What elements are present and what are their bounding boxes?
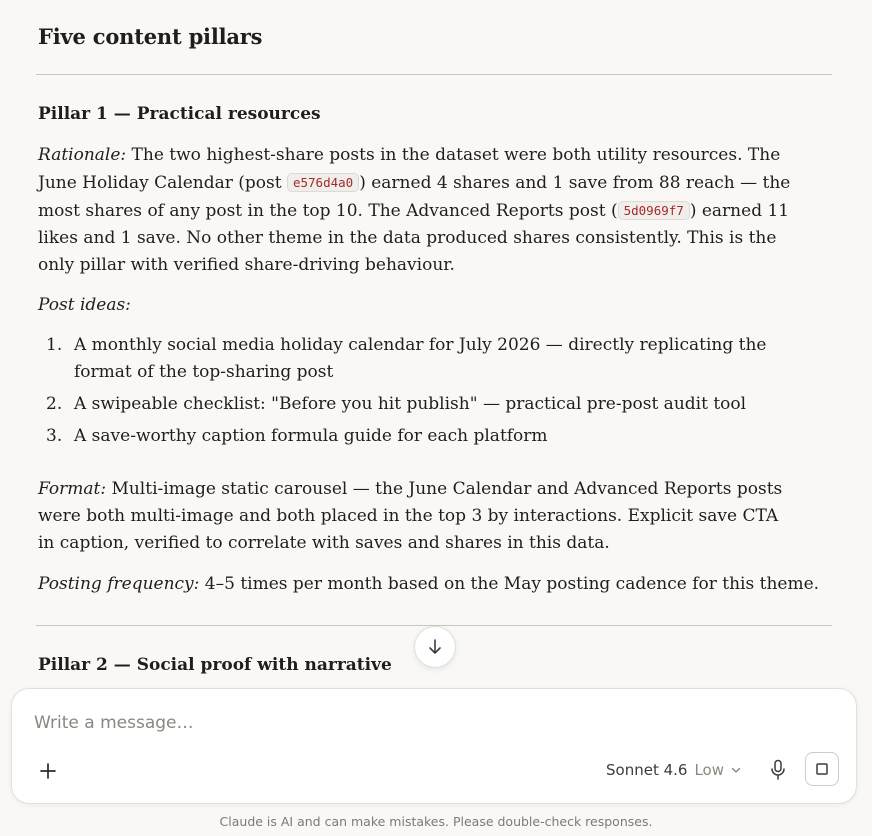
frequency-text: 4–5 times per month based on the May posting cadence for this theme. — [199, 574, 820, 594]
section-title: Five content pillars — [38, 24, 263, 49]
pillar-1-heading: Pillar 1 — Practical resources — [38, 104, 321, 124]
model-name: Sonnet 4.6 — [606, 761, 688, 779]
rationale-text: The two highest-share posts in the dataset were both utility resources. The June Holiday Calendar (post — [38, 145, 781, 193]
post-ideas-label: Post ideas: — [38, 295, 131, 315]
list-item — [38, 423, 798, 450]
frequency-paragraph — [38, 571, 828, 598]
message-input[interactable] — [34, 713, 794, 733]
arrow-down-icon — [427, 638, 443, 656]
frequency-label: Posting frequency: — [38, 574, 200, 594]
list-item — [38, 391, 798, 418]
message-composer — [11, 688, 857, 804]
stop-button[interactable] — [805, 752, 839, 786]
rationale-paragraph — [38, 142, 808, 279]
model-selector[interactable] — [606, 759, 741, 781]
rationale-text: ) earned 11 likes and 1 save. No other theme in the data produced shares consistently. This is the only pillar with verified share-driving behaviour. — [38, 201, 790, 275]
list-item-number: 3. — [46, 426, 63, 446]
rationale-text: ) earned 4 shares and 1 save from 88 reach — the most shares of any post in the top 10. The Advanced Reports post ( — [38, 173, 791, 221]
rationale-label: Rationale: — [38, 145, 127, 165]
add-attachment-button[interactable] — [34, 757, 62, 785]
chevron-down-icon — [731, 766, 741, 774]
disclaimer-text: Claude is AI and can make mistakes. Please double-check responses. — [219, 814, 653, 829]
effort-level: Low — [694, 761, 724, 779]
format-paragraph — [38, 476, 783, 557]
post-id-code: 5d0969f7 — [618, 201, 690, 220]
list-item-number: 1. — [46, 335, 63, 355]
format-text: Multi-image static carousel — the June Calendar and Advanced Reports posts were both multi-image and both placed in the top 3 by interactions. Explicit save CTA in caption, verified to correlate with saves and shares in this data. — [38, 479, 783, 553]
pillar-2-heading: Pillar 2 — Social proof with narrative — [38, 655, 392, 675]
voice-input-button[interactable] — [764, 756, 792, 784]
microphone-icon — [770, 759, 786, 781]
format-label: Format: — [38, 479, 107, 499]
list-item-text: A monthly social media holiday calendar for July 2026 — directly replicating the format of the top-sharing post — [74, 335, 767, 382]
plus-icon — [39, 762, 57, 780]
list-item-text: A swipeable checklist: "Before you hit publish" — practical pre-post audit tool — [74, 394, 747, 414]
list-item-number: 2. — [46, 394, 63, 414]
post-ideas-list — [38, 332, 798, 455]
scroll-to-bottom-button[interactable] — [414, 626, 456, 668]
list-item — [38, 332, 798, 386]
divider — [36, 74, 832, 75]
post-ideas-label-paragraph — [38, 292, 808, 319]
stop-square-icon — [816, 763, 828, 775]
list-item-text: A save-worthy caption formula guide for each platform — [74, 426, 548, 446]
post-id-code: e576d4a0 — [287, 173, 359, 192]
